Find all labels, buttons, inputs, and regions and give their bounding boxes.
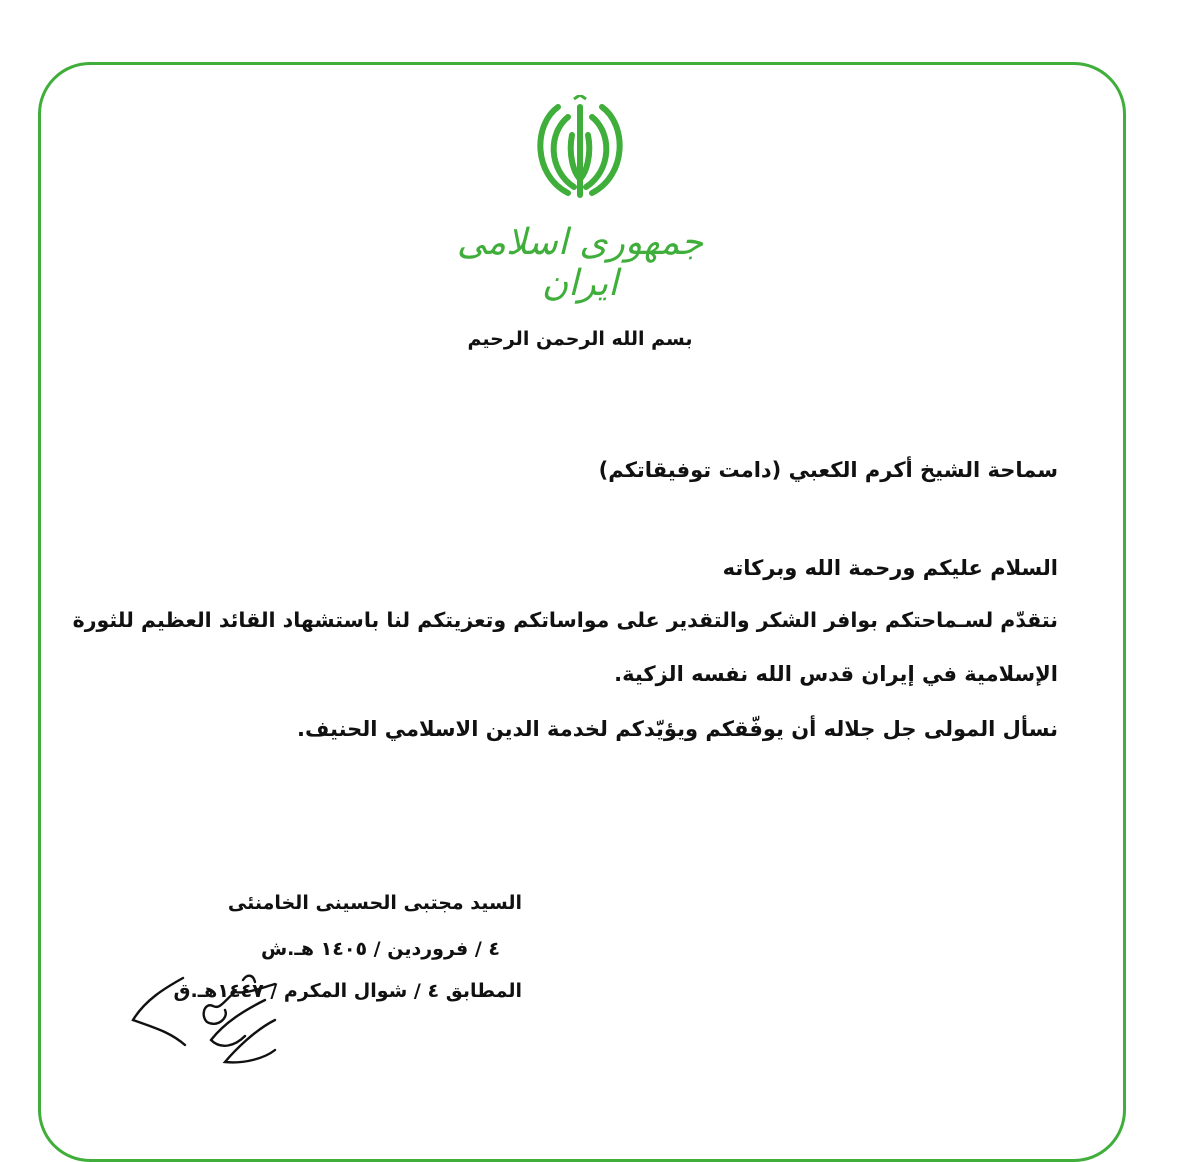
paragraph-line-1: نتقدّم لسـماحتكم بوافر الشكر والتقدير على مواساتكم وتعزيتكم لنا باستشهاد القائد العظيم للثورة — [72, 608, 1058, 632]
paragraph-line-2: الإسلامية في إيران قدس الله نفسه الزكية. — [614, 662, 1058, 686]
signatory-name: السيد مجتبى الحسينى الخامنئى — [227, 892, 522, 914]
closing: نسأل المولى جل جلاله أن يوفّقكم ويؤيّدكم لخدمة الدين الاسلامي الحنيف. — [297, 717, 1058, 741]
addressee: سماحة الشيخ أكرم الكعبي (دامت توفيقاتكم) — [598, 458, 1058, 482]
date-solar: ٤ / فروردين / ١٤٠٥ هـ.ش — [260, 938, 500, 960]
handwritten-signature — [125, 970, 285, 1070]
greeting: السلام عليكم ورحمة الله وبركاته — [722, 556, 1058, 580]
iran-emblem-icon — [528, 95, 632, 205]
basmala: بسم الله الرحمن الرحيم — [467, 328, 693, 350]
date-lunar: المطابق ٤ / شوال المكرم / ١٤٤٧هـ.ق — [173, 980, 522, 1002]
country-name-calligraphy: جمهوری اسلامی ایران — [456, 222, 704, 304]
